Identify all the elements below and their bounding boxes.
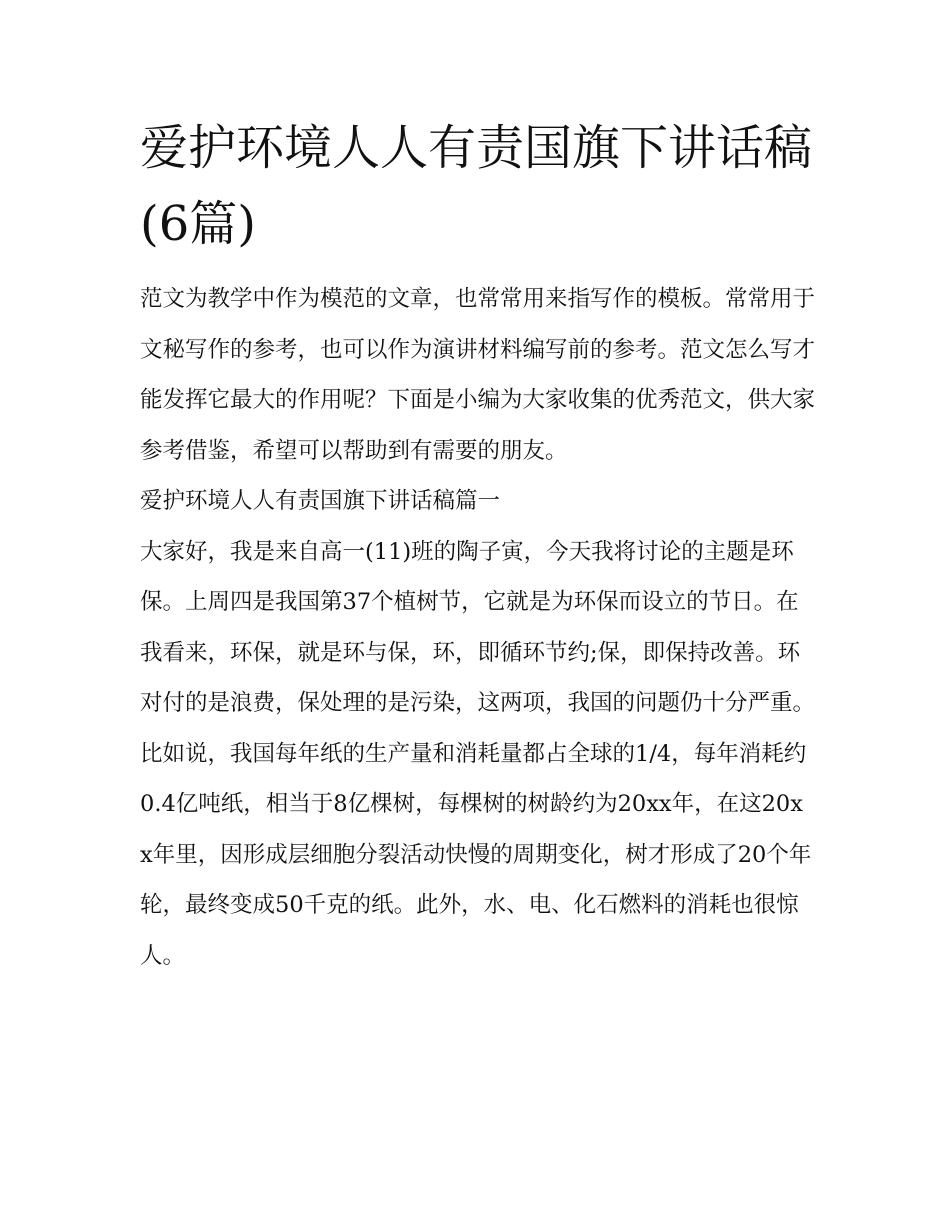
document-title: 爱护环境人人有责国旗下讲话稿(6篇) (140, 120, 813, 252)
document-body (140, 274, 815, 981)
body-paragraph: 比如说，我国每年纸的生产量和消耗量都占全球的1/4，每年消耗约0.4亿吨纸，相当于8亿棵树，每棵树的树龄约为20xx年，在这20xx年里，因形成层细胞分裂活动快慢的周期变化，树才形成了20个年轮，最终变成50千克的纸。此外，水、电、化石燃料的消耗也很惊人。 (140, 740, 812, 969)
body-paragraph: 大家好，我是来自高一(11)班的陶子寅，今天我将讨论的主题是环保。上周四是我国第37个植树节，它就是为环保而设立的节日。在我看来，环保，就是环与保，环，即循环节约;保，即保持改善。环对付的是浪费，保处理的是污染，这两项，我国的问题仍十分严重。 (140, 538, 816, 716)
intro-paragraph: 范文为教学中作为模范的文章，也常常用来指写作的模板。常常用于文秘写作的参考，也可以作为演讲材料编写前的参考。范文怎么写才能发挥它最大的作用呢？下面是小编为大家收集的优秀范文，供大家参考借鉴，希望可以帮助到有需要的朋友。 (140, 286, 816, 464)
section-heading: 爱护环境人人有责国旗下讲话稿篇一 (140, 488, 501, 514)
